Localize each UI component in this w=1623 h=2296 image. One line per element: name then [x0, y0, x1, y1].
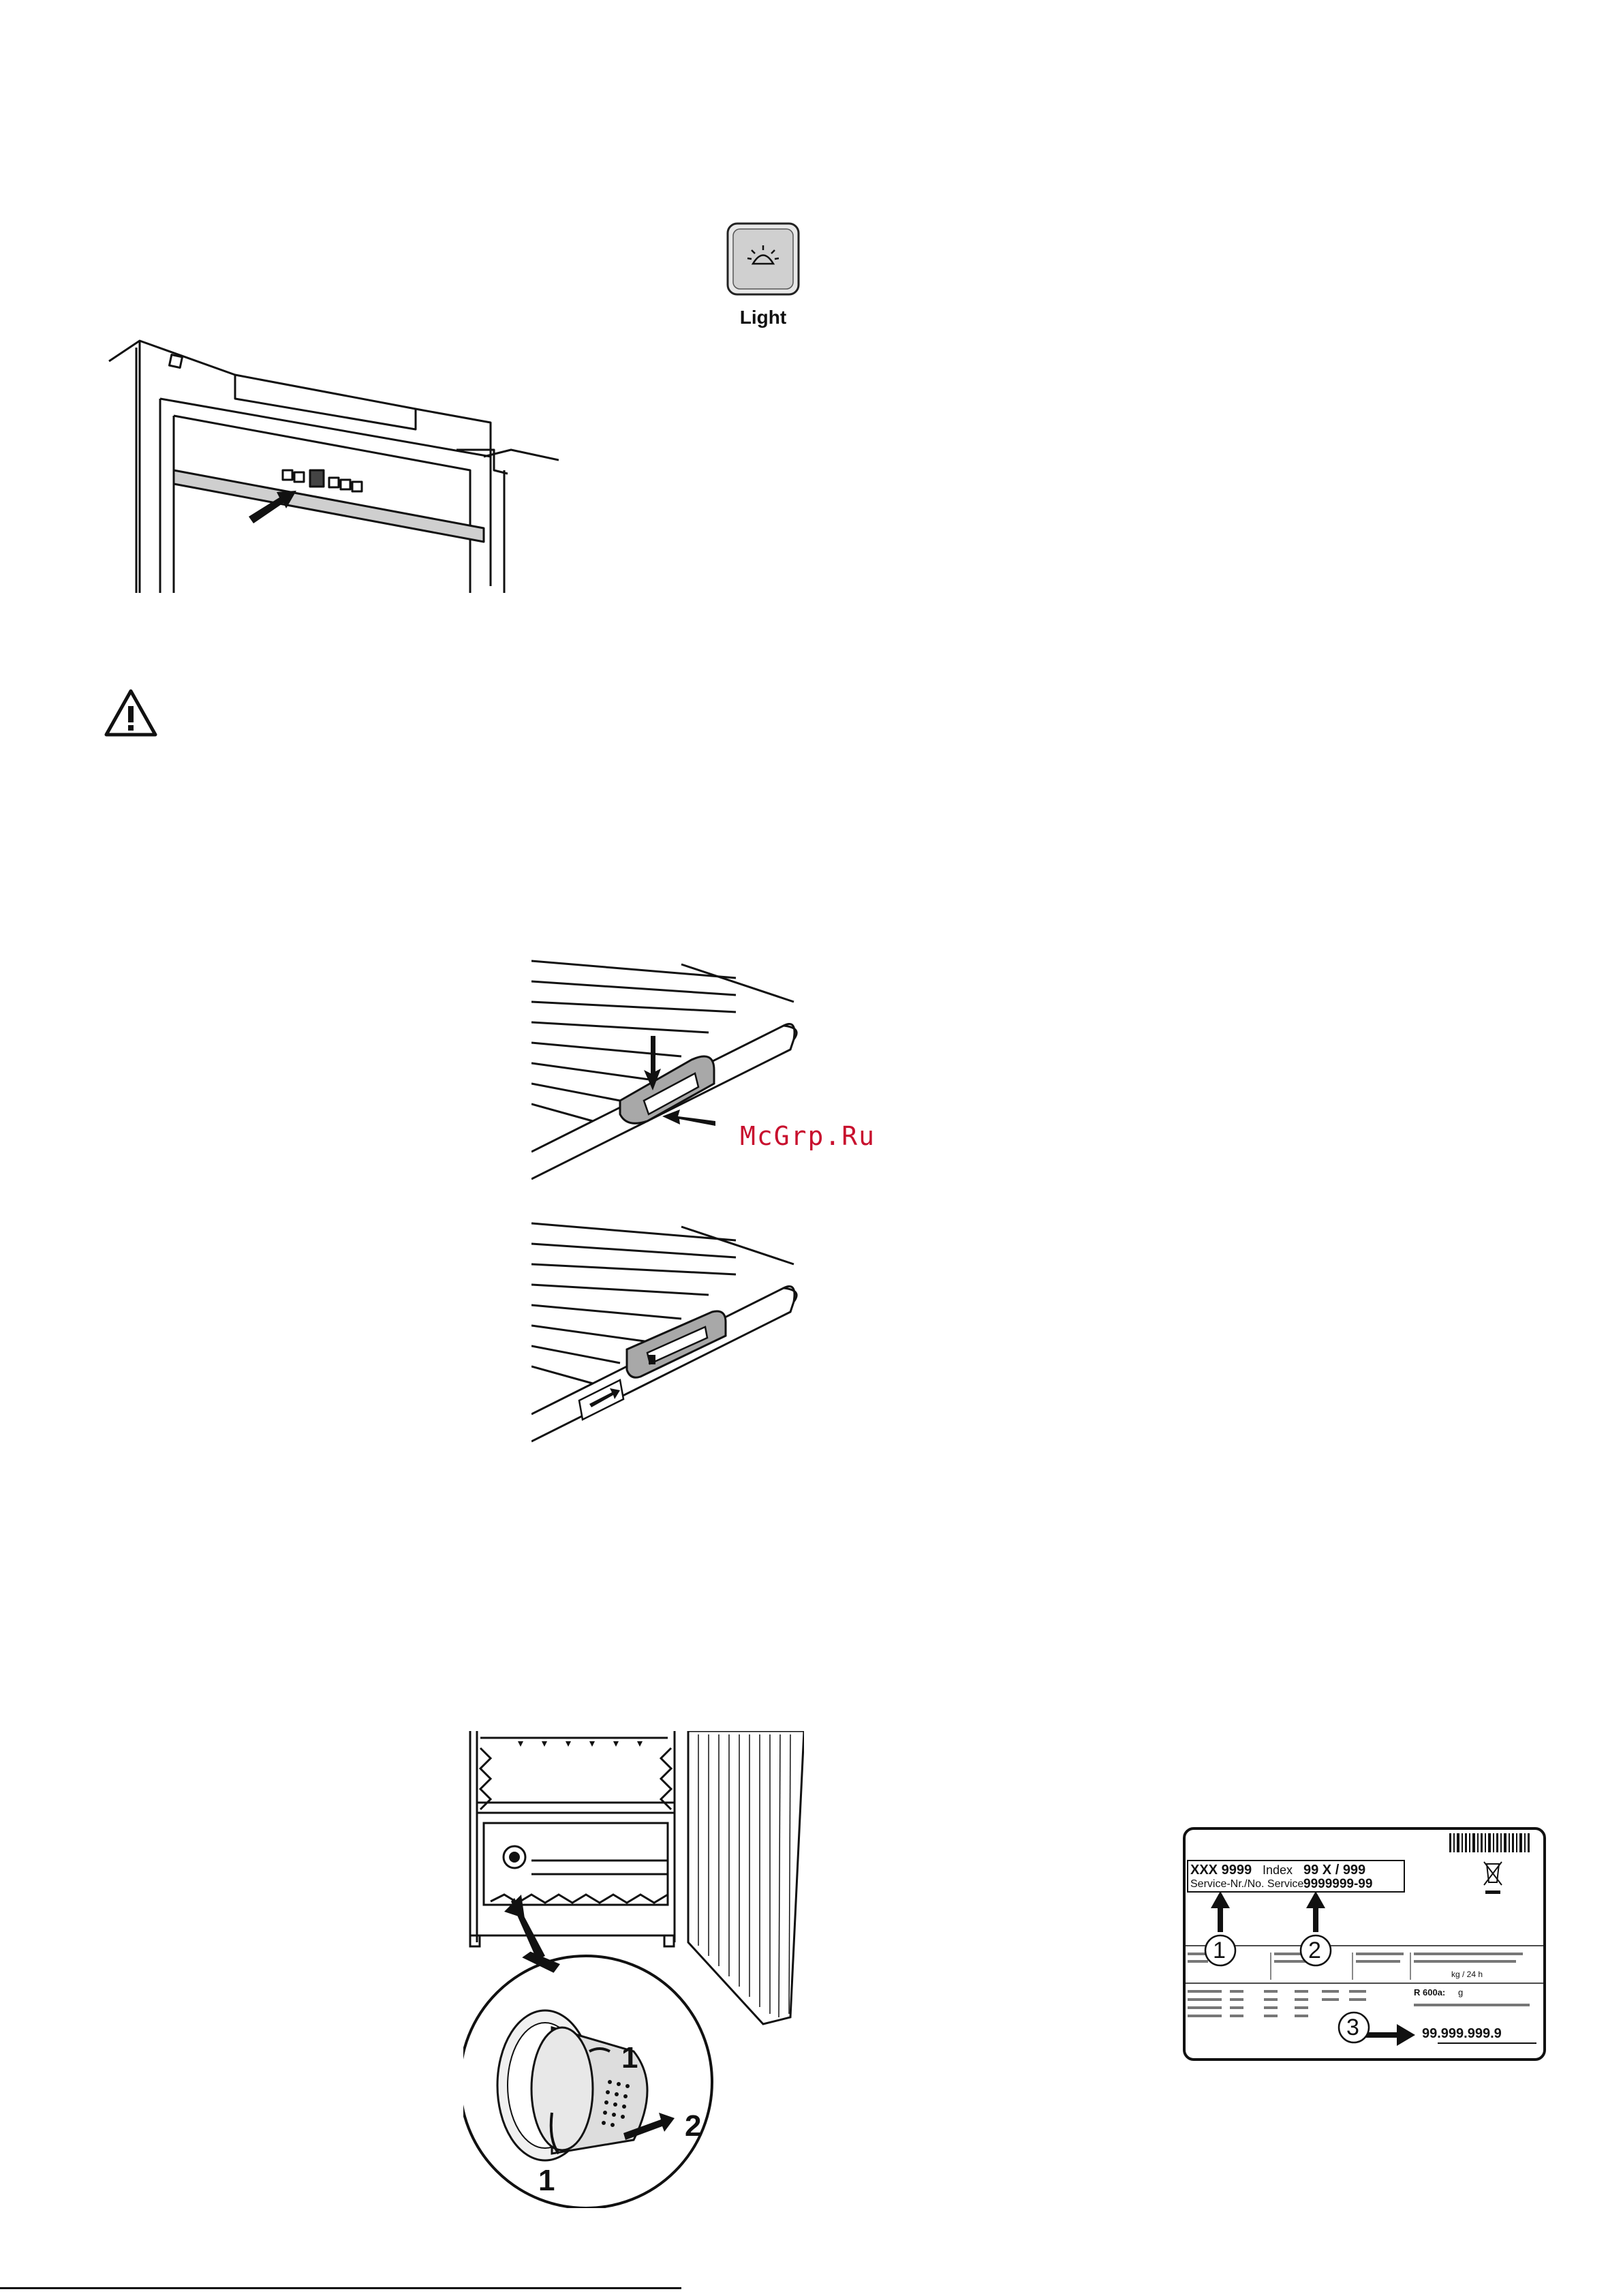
light-button[interactable] [726, 221, 801, 296]
callout-3: 3 [1346, 2015, 1359, 2040]
rating-plate [1182, 1826, 1547, 2062]
service-label: Service-Nr./No. Service: [1190, 1878, 1307, 1890]
freezing-capacity-unit: kg / 24 h [1451, 1970, 1483, 1979]
shelf-clip-figure-2 [531, 1216, 804, 1455]
watermark: McGrp.Ru [740, 1121, 876, 1151]
refrigerant-label: R 600a: [1414, 1987, 1446, 1997]
model-code: XXX 9999 [1190, 1863, 1252, 1878]
serial-number: 99.999.999.9 [1422, 2026, 1502, 2041]
index-label: Index [1263, 1863, 1293, 1877]
callout-2: 2 [1308, 1938, 1321, 1963]
filter-step-1-bottom: 1 [538, 2164, 555, 2197]
light-bulb-icon [746, 243, 780, 271]
filter-step-2: 2 [685, 2109, 702, 2143]
light-button-label: Light [739, 307, 787, 328]
shelf-clip-figure-1 [531, 954, 804, 1206]
page-footer-rule [0, 2287, 681, 2289]
fridge-light-figure [102, 334, 559, 593]
warning-icon [104, 688, 158, 737]
callout-1: 1 [1213, 1938, 1226, 1963]
filter-step-1-top: 1 [621, 2041, 638, 2075]
service-value: 9999999-99 [1303, 1877, 1373, 1891]
refrigerant-unit: g [1458, 1987, 1464, 1997]
index-value: 99 X / 999 [1303, 1863, 1366, 1878]
air-filter-figure [463, 1731, 804, 2208]
